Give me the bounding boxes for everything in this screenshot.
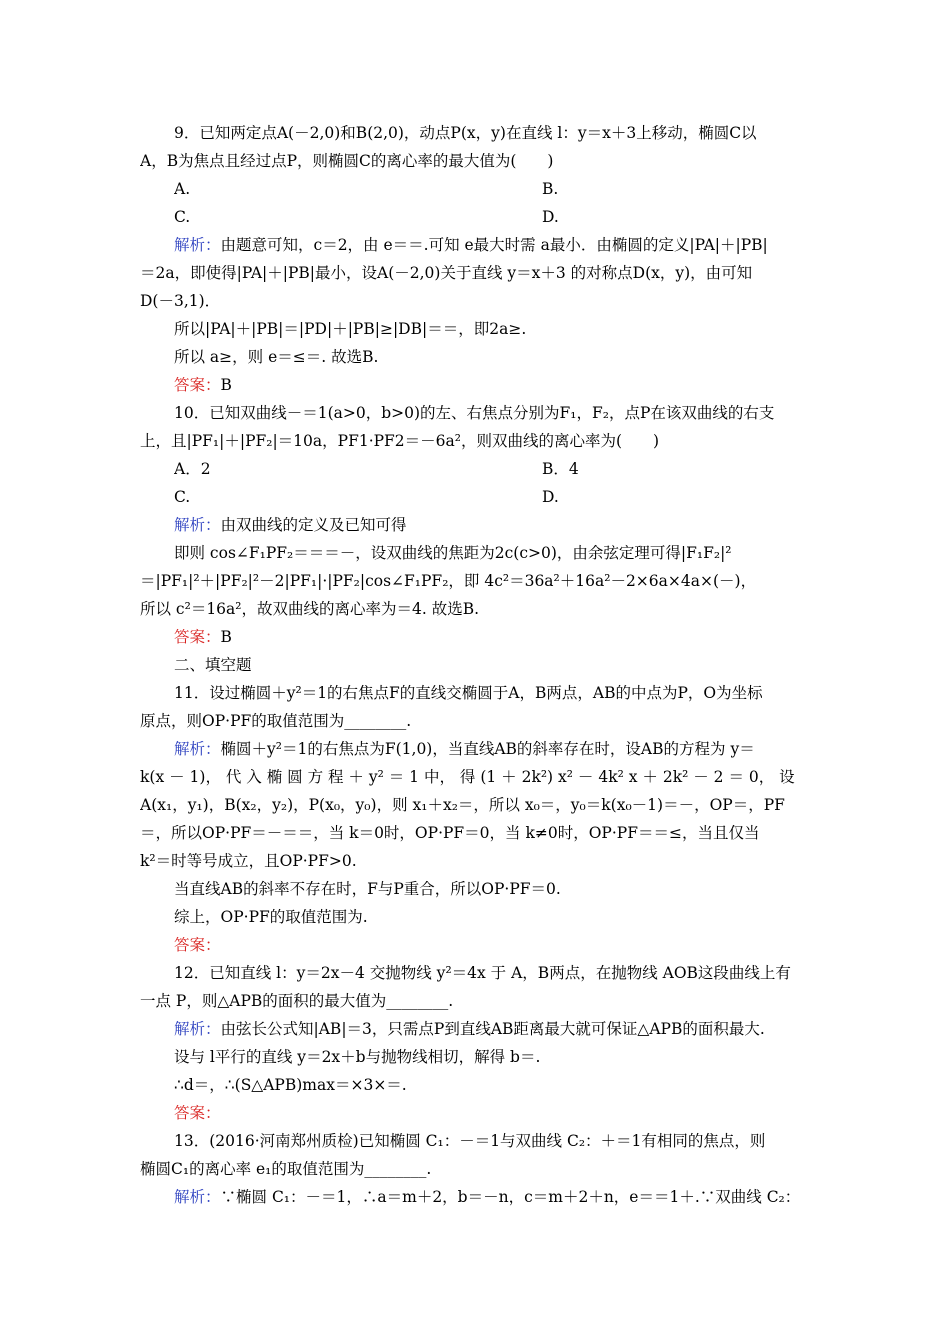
q9-option-b: B. — [542, 180, 559, 198]
q9-stem-line-1: 9．已知两定点A(－2,0)和B(2,0)，动点P(x，y)在直线 l：y＝x＋3上移动，椭圆C以 — [174, 124, 757, 142]
analysis-label: 解析： — [174, 1020, 221, 1038]
q12-analysis-line-3: ∴d＝，∴(S△APB)max＝×3×＝. — [174, 1076, 407, 1094]
answer-label: 答案： — [174, 376, 221, 394]
q9-options-ab — [174, 179, 812, 199]
q10-stem-line-1: 10．已知双曲线－＝1(a>0，b>0)的左、右焦点分别为F₁，F₂，点P在该双曲线的右支 — [174, 404, 775, 422]
q9-analysis-line-2: ＝2a，即使得|PA|＋|PB|最小，设A(－2,0)关于直线 y＝x＋3 的对称点D(x，y)，由可知 — [140, 264, 753, 282]
answer-label: 答案： — [174, 628, 221, 646]
q11-stem-line-1: 11．设过椭圆＋y²＝1的右焦点F的直线交椭圆于A，B两点，AB的中点为P，O为坐标 — [174, 684, 763, 702]
q10-stem-line-2: 上，且|PF₁|＋|PF₂|＝10a，PF1·PF2＝－6a²，则双曲线的离心率为( ) — [140, 432, 660, 450]
q11-analysis-line-5: k²＝时等号成立，且OP·PF>0. — [140, 852, 357, 870]
q9-analysis-line-5: 所以 a≥，则 e＝≤＝. 故选B. — [174, 348, 379, 366]
q9-option-d: D. — [542, 208, 559, 226]
analysis-label: 解析： — [174, 740, 221, 758]
q11-analysis-line-4: ＝，所以OP·PF＝－＝＝，当 k＝0时，OP·PF＝0，当 k≠0时，OP·PF＝＝≤，当且仅当 — [140, 824, 760, 842]
q13-stem-line-1: 13．(2016·河南郑州质检)已知椭圆 C₁：－＝1与双曲线 C₂：＋＝1有相同的焦点，则 — [174, 1132, 766, 1150]
q9-answer: 答案：B — [174, 376, 232, 394]
q12-answer — [174, 1103, 812, 1123]
q9-analysis-line-4: 所以|PA|＋|PB|＝|PD|＋|PB|≥|DB|＝＝，即2a≥. — [174, 320, 527, 338]
q10-option-d: D. — [542, 488, 559, 506]
section-heading: 二、填空题 — [174, 656, 252, 674]
q10-analysis-line-4: 所以 c²＝16a²，故双曲线的离心率为＝4. 故选B. — [140, 600, 480, 618]
analysis-label: 解析： — [174, 236, 221, 254]
answer-label: 答案： — [174, 1104, 221, 1122]
q10-analysis-line-3: ＝|PF₁|²＋|PF₂|²－2|PF₁|·|PF₂|cos∠F₁PF₂，即 4c²＝36a²＋16a²－2×6a×4a×(－)， — [140, 572, 757, 590]
q10-answer: 答案：B — [174, 628, 232, 646]
q10-option-a: A．2 — [174, 460, 211, 478]
q11-stem-line-2: 原点，则OP·PF的取值范围为________. — [140, 712, 412, 730]
q10-option-c: C. — [174, 488, 191, 506]
q10-options-ab — [174, 459, 812, 479]
q9-option-c: C. — [174, 208, 191, 226]
q9-stem-line-2: A，B为焦点且经过点P，则椭圆C的离心率的最大值为( ) — [140, 152, 554, 170]
q9-analysis-line-1: 解析：由题意可知，c＝2，由 e＝＝.可知 e最大时需 a最小．由椭圆的定义|PA|＋|PB| — [174, 236, 768, 254]
q11-answer — [174, 935, 812, 955]
q10-analysis-line-2: 即则 cos∠F₁PF₂＝＝＝－，设双曲线的焦距为2c(c>0)，由余弦定理可得|F₁F₂|² — [174, 544, 732, 562]
q10-options-cd — [174, 487, 812, 507]
q10-option-b: B．4 — [542, 460, 579, 478]
q13-stem-line-2: 椭圆C₁的离心率 e₁的取值范围为________. — [140, 1160, 432, 1178]
q9-analysis-line-3: D(－3,1)． — [140, 292, 221, 310]
analysis-label: 解析： — [174, 1188, 221, 1206]
q9-options-cd — [174, 207, 812, 227]
q11-analysis-line-6: 当直线AB的斜率不存在时，F与P重合，所以OP·PF＝0. — [174, 880, 561, 898]
q11-analysis-line-3: A(x₁，y₁)，B(x₂，y₂)，P(x₀，y₀)，则 x₁＋x₂＝，所以 x₀＝，y₀＝k(x₀－1)＝－，OP＝，PF — [140, 796, 785, 814]
q9-option-a: A. — [174, 180, 191, 198]
q12-stem-line-2: 一点 P，则△APB的面积的最大值为________. — [140, 992, 454, 1010]
q12-analysis-line-1: 解析：由弦长公式知|AB|＝3，只需点P到直线AB距离最大就可保证△APB的面积最大. — [174, 1020, 765, 1038]
q11-analysis-line-1: 解析：椭圆＋y²＝1的右焦点为F(1,0)，当直线AB的斜率存在时，设AB的方程为 y＝ — [174, 740, 755, 758]
q13-analysis-line-1: 解析：∵椭圆 C₁：－＝1，∴a＝m＋2，b＝－n，c＝m＋2＋n，e＝＝1＋.∵双曲线 C₂： — [174, 1188, 801, 1206]
q10-analysis-line-1: 解析：由双曲线的定义及已知可得 — [174, 516, 407, 534]
q11-analysis-line-2: k(x － 1)， 代 入 椭 圆 方 程 ＋ y² ＝ 1 中， 得 (1 ＋ 2k²) x² － 4k² x ＋ 2k² － 2 ＝ 0， 设 — [140, 768, 795, 786]
q12-analysis-line-2: 设与 l平行的直线 y＝2x＋b与抛物线相切，解得 b＝. — [174, 1048, 541, 1066]
q12-stem-line-1: 12．已知直线 l：y＝2x－4 交抛物线 y²＝4x 于 A，B两点，在抛物线 AOB这段曲线上有 — [174, 964, 791, 982]
q11-analysis-line-7: 综上，OP·PF的取值范围为. — [174, 908, 368, 926]
analysis-label: 解析： — [174, 516, 221, 534]
answer-label: 答案： — [174, 936, 221, 954]
